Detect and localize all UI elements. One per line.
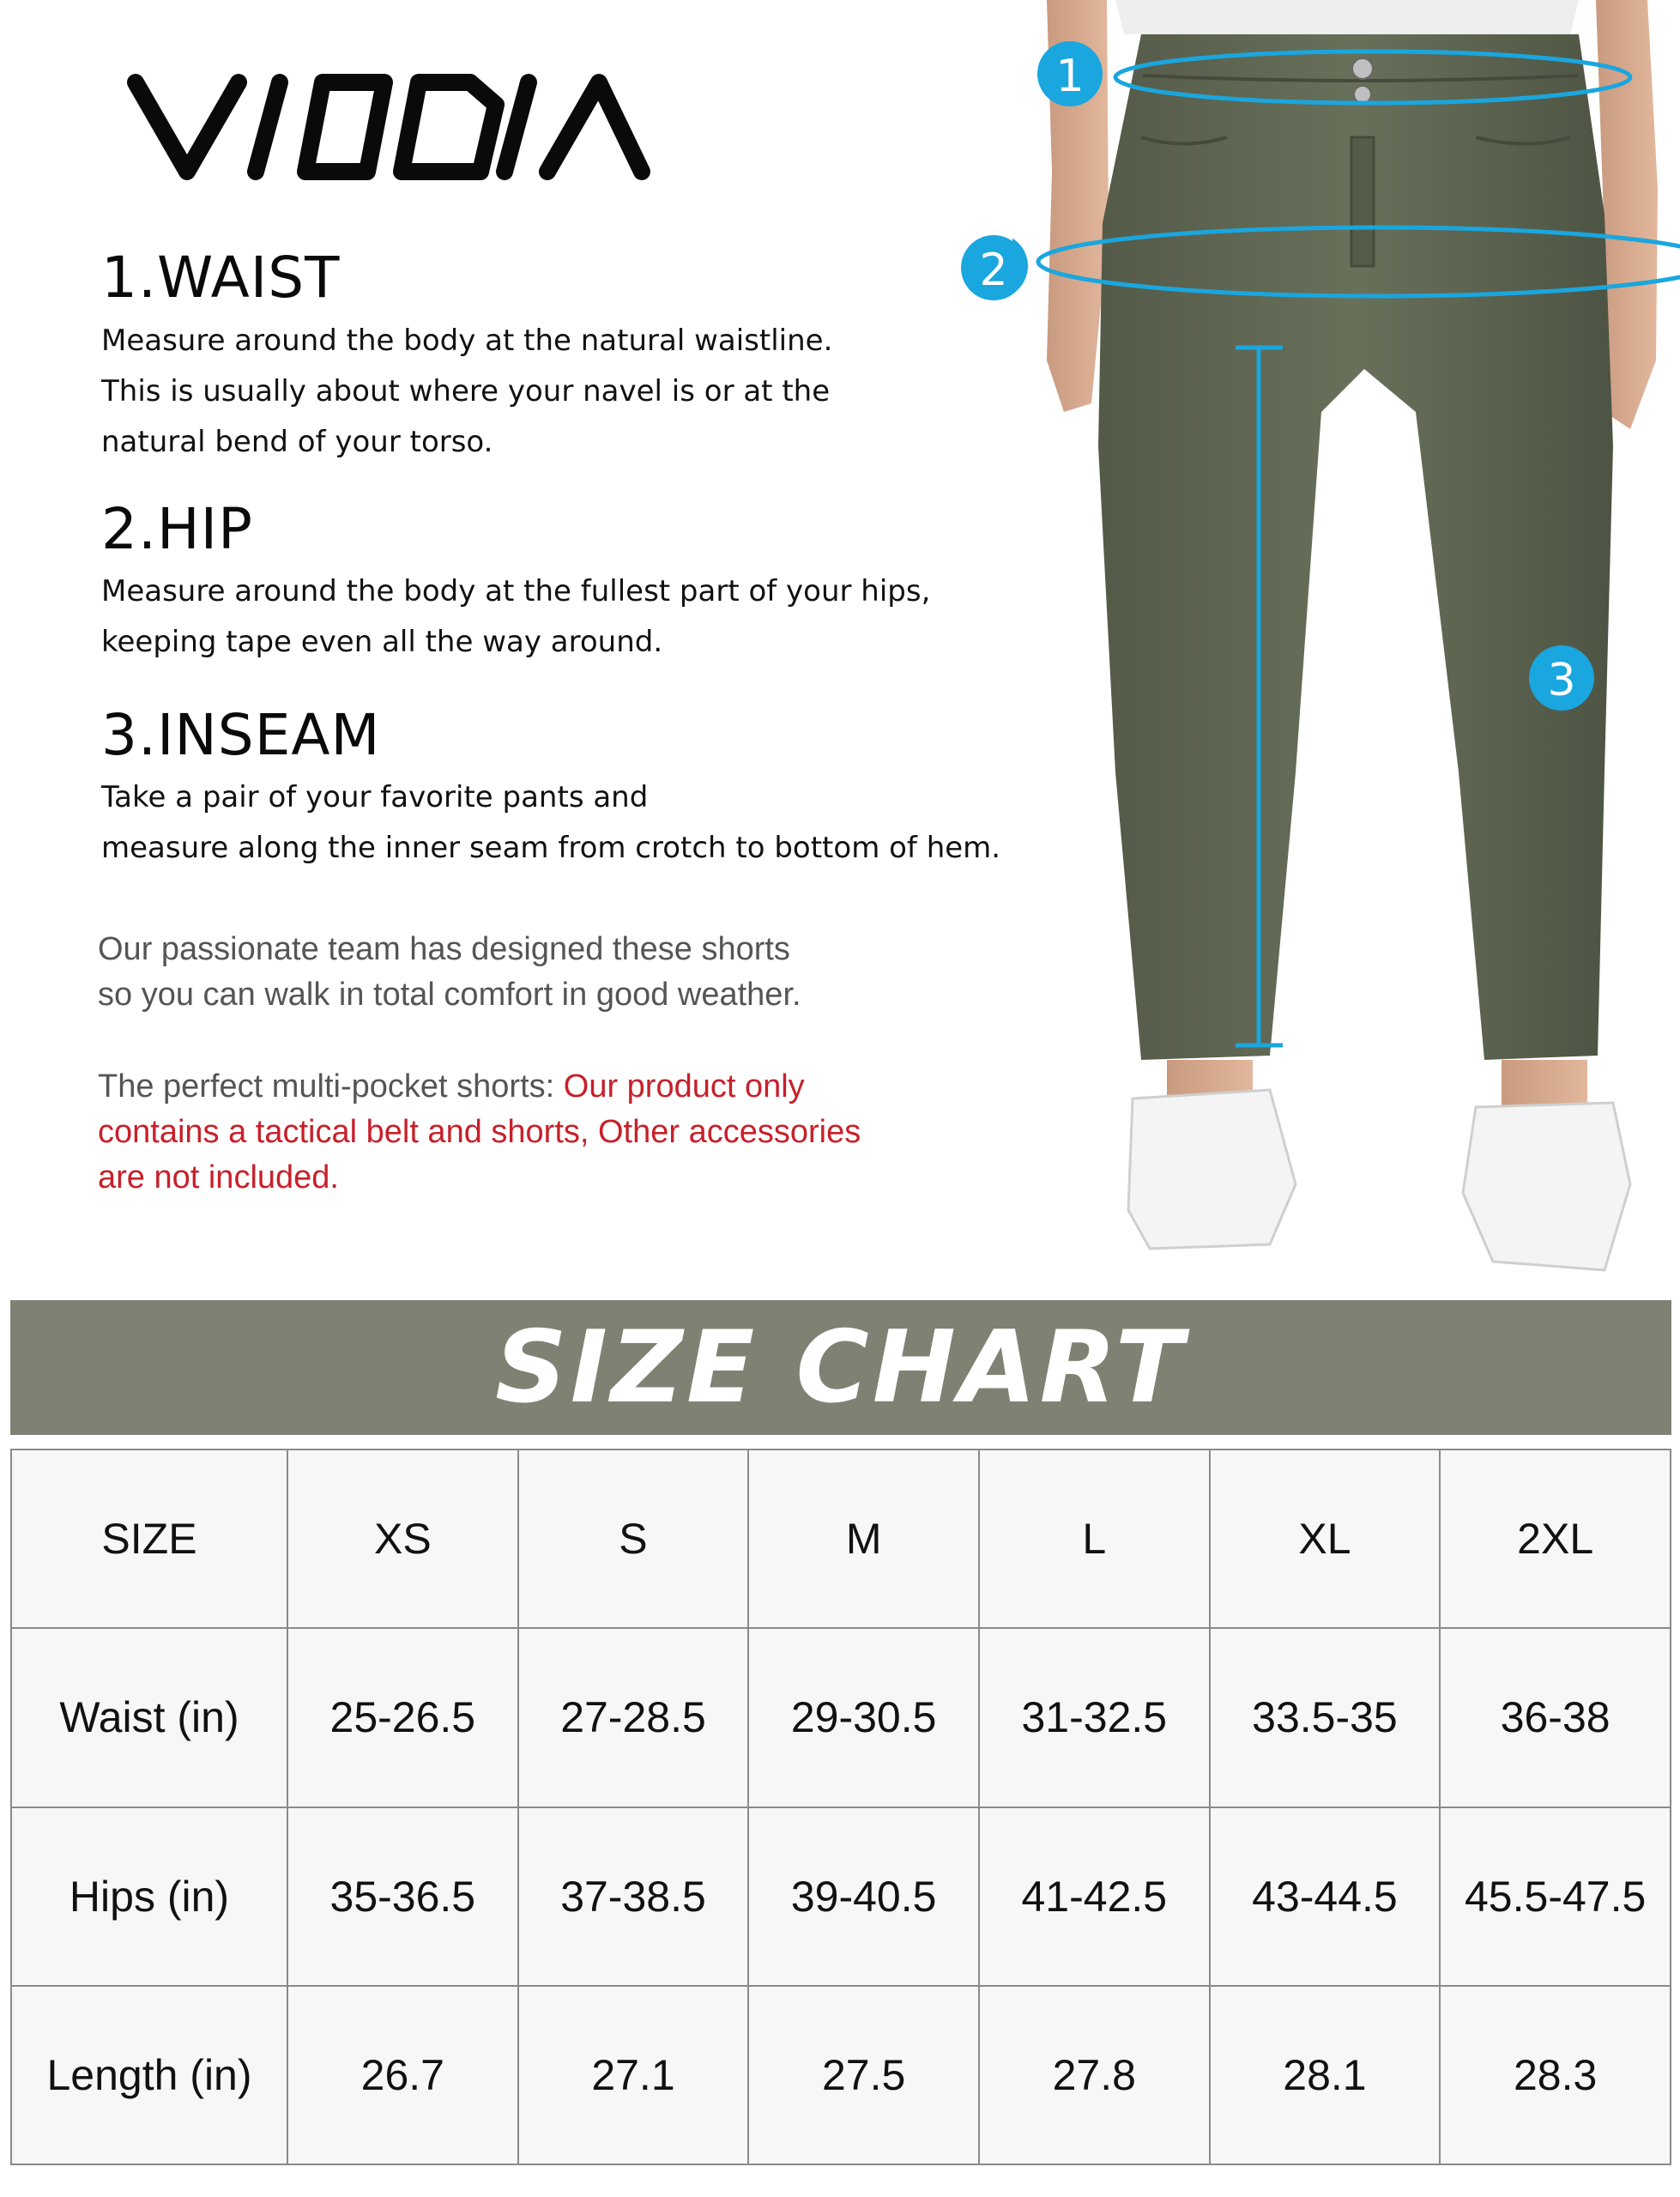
right-shoe — [1463, 1103, 1630, 1270]
header-cell: XS — [287, 1450, 518, 1628]
table-cell: 29-30.5 — [748, 1628, 979, 1807]
disclaimer-red-2: contains a tactical belt and shorts, Other accessories — [98, 1114, 861, 1150]
disclaimer-prefix: The perfect multi-pocket shorts: — [98, 1068, 564, 1105]
table-cell: 33.5-35 — [1210, 1628, 1441, 1807]
table-cell: 27-28.5 — [518, 1628, 749, 1807]
table-row — [11, 1628, 1671, 1807]
marker-2 — [959, 233, 1028, 302]
waist-line-1: Measure around the body at the natural waistline. — [101, 324, 833, 358]
table-cell: 45.5-47.5 — [1440, 1807, 1671, 1986]
table-cell: 25-26.5 — [287, 1628, 518, 1807]
marker-2-label: 2 — [979, 245, 1008, 296]
inseam-title: 3.INSEAM — [101, 702, 381, 768]
marker-1-label: 1 — [1055, 51, 1085, 102]
brand-logo — [127, 70, 650, 184]
size-chart-banner — [10, 1300, 1671, 1435]
waist-line-3: natural bend of your torso. — [101, 425, 493, 459]
hip-title: 2.HIP — [101, 496, 253, 562]
shirt-shape — [1115, 0, 1579, 34]
table-row — [11, 1807, 1671, 1986]
table-cell: 41-42.5 — [979, 1807, 1210, 1986]
header-cell: S — [518, 1450, 749, 1628]
table-cell: 36-38 — [1440, 1628, 1671, 1807]
disclaimer-red-1: Our product only — [563, 1068, 805, 1105]
hip-line-2: keeping tape even all the way around. — [101, 625, 663, 659]
table-row — [11, 1986, 1671, 2164]
header-cell: 2XL — [1440, 1450, 1671, 1628]
table-cell: 28.3 — [1440, 1986, 1671, 2164]
table-row — [11, 1450, 1671, 1628]
header-cell: M — [748, 1450, 979, 1628]
header-cell: L — [979, 1450, 1210, 1628]
marker-3-label: 3 — [1547, 655, 1576, 706]
hip-description — [101, 566, 1045, 668]
table-cell: 27.1 — [518, 1986, 749, 2164]
table-cell: 27.5 — [748, 1986, 979, 2164]
header-cell: SIZE — [11, 1450, 287, 1628]
table-cell: 27.8 — [979, 1986, 1210, 2164]
size-chart-table — [10, 1449, 1671, 2165]
team-note — [98, 927, 1042, 1018]
inseam-description — [101, 772, 1045, 874]
button-top — [1352, 58, 1373, 79]
table-cell: 26.7 — [287, 1986, 518, 2164]
size-chart-title: SIZE CHART — [495, 1310, 1187, 1425]
hip-line-1: Measure around the body at the fullest part of your hips, — [101, 574, 931, 608]
table-cell: 37-38.5 — [518, 1807, 749, 1986]
table-cell: 31-32.5 — [979, 1628, 1210, 1807]
header-cell: XL — [1210, 1450, 1441, 1628]
waist-line-2: This is usually about where your navel is or at the — [101, 374, 831, 409]
table-cell: 28.1 — [1210, 1986, 1441, 2164]
inseam-line-1: Take a pair of your favorite pants and — [101, 780, 649, 814]
waist-title: 1.WAIST — [101, 245, 341, 311]
team-note-line-1: Our passionate team has designed these shorts — [98, 931, 790, 967]
button-bottom — [1354, 86, 1371, 103]
fly-zipper — [1351, 137, 1374, 266]
table-cell: 35-36.5 — [287, 1807, 518, 1986]
waist-description — [101, 316, 1045, 468]
table-cell: 39-40.5 — [748, 1807, 979, 1986]
disclaimer-note — [98, 1064, 1042, 1201]
row-label-hips: Hips (in) — [11, 1807, 287, 1986]
row-label-waist: Waist (in) — [11, 1628, 287, 1807]
disclaimer-red-3: are not included. — [98, 1159, 339, 1195]
row-label-length: Length (in) — [11, 1986, 287, 2164]
product-photo — [1012, 0, 1680, 1279]
table-cell: 43-44.5 — [1210, 1807, 1441, 1986]
inseam-line-2: measure along the inner seam from crotch to bottom of hem. — [101, 831, 1001, 865]
team-note-line-2: so you can walk in total comfort in good weather. — [98, 977, 801, 1013]
left-shoe — [1128, 1090, 1296, 1249]
